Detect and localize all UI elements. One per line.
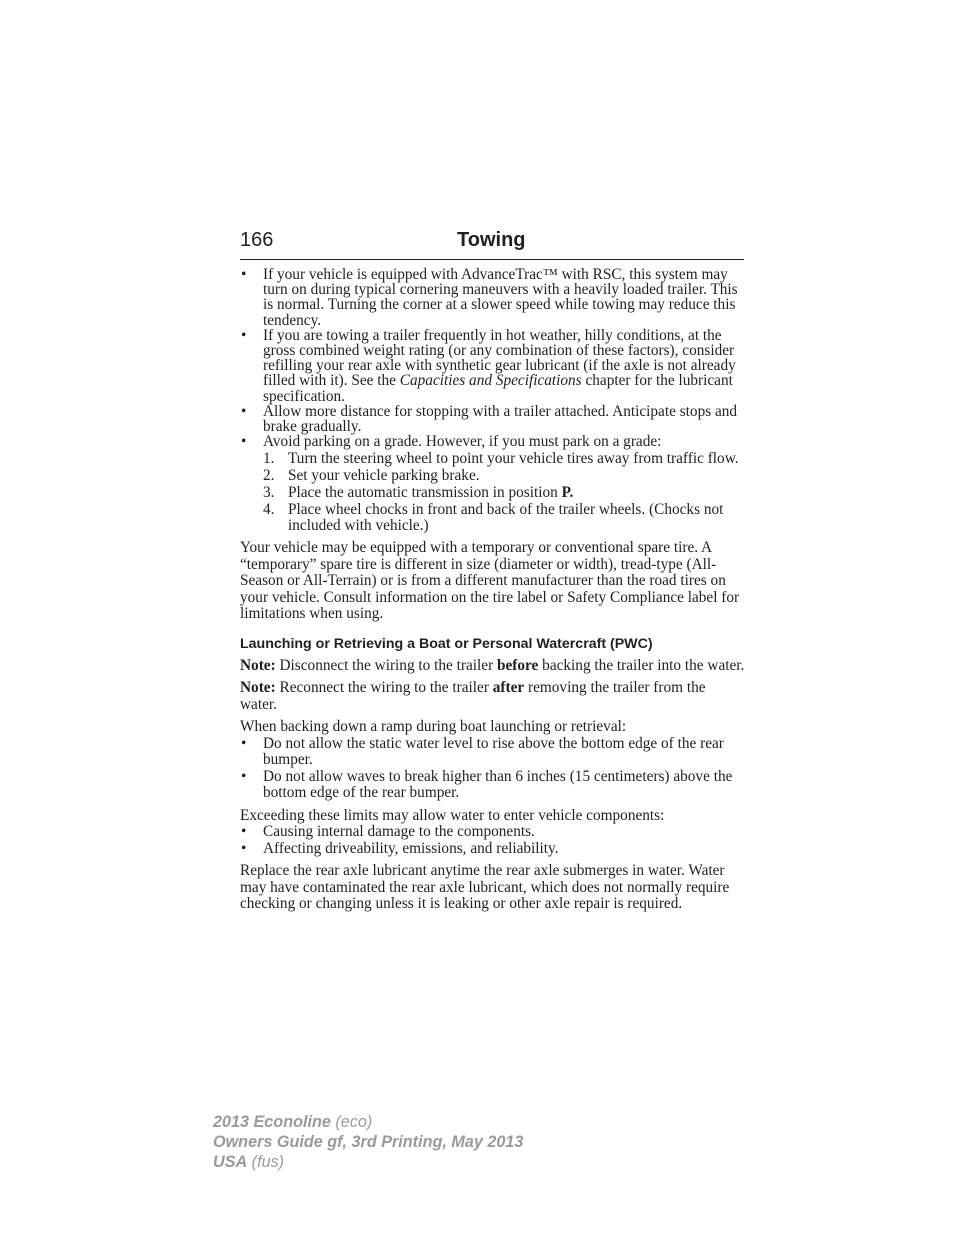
step-number: 1. — [263, 450, 275, 468]
ramp-limits-list — [240, 736, 745, 802]
note-paragraph — [240, 680, 745, 713]
bullet-text: If you are towing a trailer frequently in hot weather, hilly conditions, at the gross combined weight rating (or any combination of these factors), consider refilling your rear axle with synthetic gear lubricant (if the axle is not already filled with it). See the — [263, 326, 736, 390]
step-item — [263, 502, 745, 534]
note-label: Note: — [240, 656, 276, 674]
step-number: 3. — [263, 484, 275, 502]
section-heading: Launching or Retrieving a Boat or Personal Watercraft (PWC) — [240, 635, 653, 652]
step-text: Place wheel chocks in front and back of the trailer wheels. (Chocks not included with vehicle.) — [288, 501, 724, 535]
footer-code: (fus) — [247, 1153, 285, 1171]
note-emphasis: after — [492, 679, 525, 697]
note-text: Reconnect the wiring to the trailer — [275, 679, 493, 697]
bullet-text: Avoid parking on a grade. However, if you must park on a grade: — [263, 433, 662, 451]
consequences-list — [240, 824, 745, 857]
footer-line — [213, 1152, 523, 1172]
note-label: Note: — [240, 679, 276, 697]
bullet-text: Allow more distance for stopping with a trailer attached. Anticipate stops and brake gradually. — [263, 402, 738, 436]
towing-tips-list — [240, 267, 745, 534]
note-text: Disconnect the wiring to the trailer — [275, 656, 497, 674]
page-header — [240, 229, 744, 260]
list-item — [240, 267, 745, 328]
note-text: removing the trailer from the water. — [240, 679, 706, 713]
list-item — [240, 328, 745, 404]
page-title: Towing — [457, 229, 526, 251]
page-number: 166 — [240, 229, 274, 251]
step-number: 4. — [263, 501, 275, 519]
chapter-reference: Capacities and Specifications — [399, 372, 582, 390]
list-item — [240, 434, 745, 534]
parking-steps-list — [263, 451, 745, 534]
step-text: Turn the steering wheel to point your vehicle tires away from traffic flow. — [288, 450, 739, 468]
axle-lubricant-paragraph: Replace the rear axle lubricant anytime the rear axle submerges in water. Water may have contaminated the rear axle lubricant, which does not normally require checking or changing unless it is leaking or other axle repair is required. — [240, 862, 730, 913]
footer-line — [213, 1112, 523, 1132]
exceeding-intro: Exceeding these limits may allow water to enter vehicle components: — [240, 806, 665, 824]
note-paragraph — [240, 658, 745, 675]
step-text: Set your vehicle parking brake. — [288, 467, 480, 485]
step-item — [263, 485, 745, 501]
gear-position: P. — [561, 484, 574, 502]
step-text: Place the automatic transmission in position — [288, 484, 562, 502]
ramp-intro: When backing down a ramp during boat launching or retrieval: — [240, 718, 627, 736]
page-footer — [213, 1112, 523, 1172]
footer-code: (eco) — [330, 1113, 373, 1131]
footer-line: Owners Guide gf, 3rd Printing, May 2013 — [213, 1133, 524, 1151]
list-item: • Do not allow waves to break higher than 6 inches (15 centimeters) above the bottom edge of the rear bumper. — [240, 769, 745, 802]
footer-market: USA — [213, 1153, 248, 1171]
bullet-text: If your vehicle is equipped with AdvanceTrac™ with RSC, this system may turn on during typical cornering maneuvers with a heavily loaded trailer. This is normal. Turning the corner at a slower speed while towing may reduce this tendency. — [263, 266, 738, 329]
note-emphasis: before — [497, 656, 539, 674]
note-text: backing the trailer into the water. — [538, 656, 745, 674]
list-item — [240, 404, 745, 434]
step-item — [263, 468, 745, 484]
step-number: 2. — [263, 467, 275, 485]
spare-tire-paragraph: Your vehicle may be equipped with a temporary or conventional spare tire. A “temporary” spare tire is different in size (diameter or width), tread-type (All-Season or All-Terrain) or is from a different manufacturer than the road tires on your vehicle. Consult information on the tire label or Safety Compliance label for limitations when using. — [240, 539, 740, 623]
bullet-text: chapter for the lubricant specification. — [263, 372, 733, 405]
page-body — [240, 267, 745, 913]
step-item — [263, 451, 745, 467]
list-item: • Affecting driveability, emissions, and reliability. — [240, 841, 745, 858]
list-item: • Do not allow the static water level to rise above the bottom edge of the rear bumper. — [240, 736, 745, 769]
footer-model: 2013 Econoline — [213, 1113, 331, 1131]
list-item: • Causing internal damage to the components. — [240, 824, 745, 841]
